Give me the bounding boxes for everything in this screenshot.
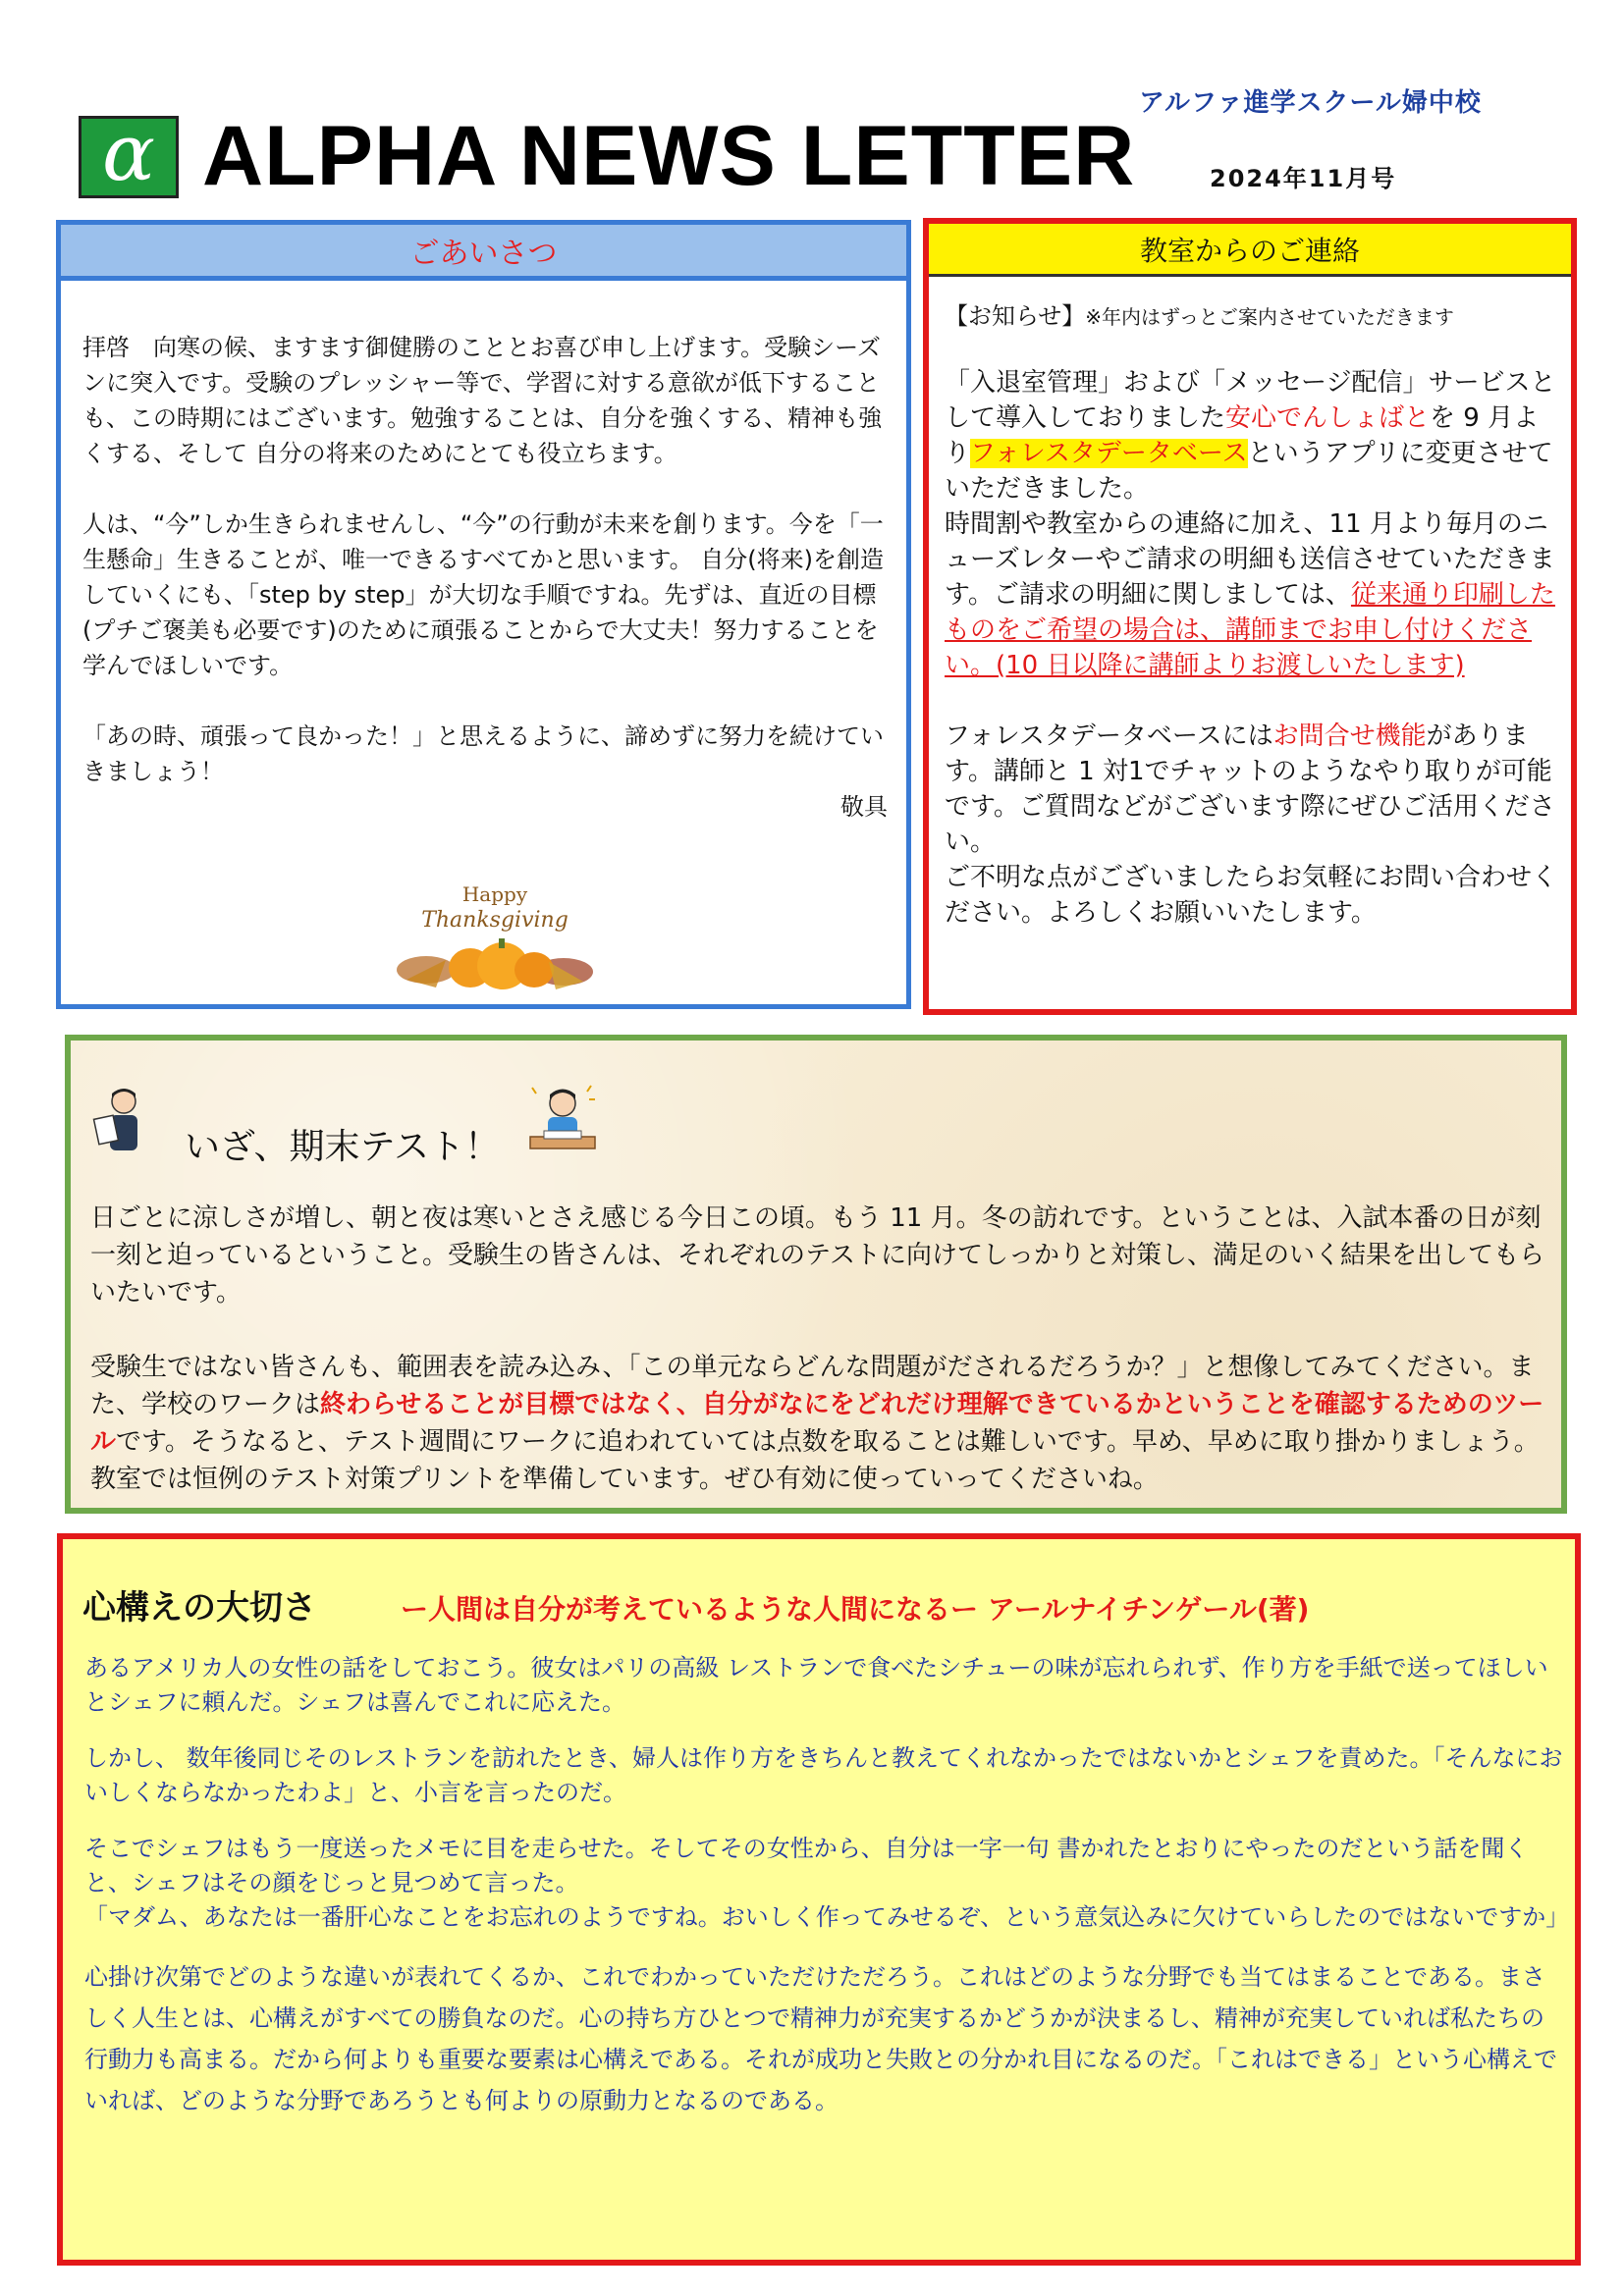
notice-note: ※年内はずっとご案内させていただきます: [1085, 305, 1454, 329]
mindset-title: 心構えの大切さ: [82, 1588, 316, 1628]
alpha-logo: [79, 107, 179, 198]
student-studying-icon: [522, 1080, 603, 1158]
thanks-text-thanksgiving: Thanksgiving: [421, 908, 568, 933]
alpha-logo-glyph: α: [101, 107, 156, 198]
greeting-title: ごあいさつ: [409, 237, 558, 271]
contact-paragraph-1: [945, 365, 1563, 683]
teacher-reading-icon: [90, 1084, 151, 1156]
contact-body: [945, 365, 1563, 931]
exam-body: [90, 1200, 1553, 1498]
exam-p2-text: 受験生ではない皆さんも、範囲表を読み込み、「この単元ならどんな問題がだされるだろうか？」と想像してみてください。また、学校のワークは: [90, 1353, 1535, 1419]
mindset-p3-text: そこでシェフはもう一度送ったメモに目を走らせた。そしてその女性から、自分は一字一句 書かれたとおりにやったのだという話を聞くと、シェフはその顔をじっと見つめて言った。: [84, 1835, 1529, 1896]
masthead-title: ALPHA NEWS LETTER: [202, 109, 1136, 203]
old-app-name: 安心でんしょばと: [1225, 403, 1431, 433]
notice-label: 【お知らせ】: [945, 302, 1086, 330]
exam-paragraph-1: 日ごとに涼しさが増し、朝と夜は寒いとさえ感じる今日この頃。もう 11 月。冬の訪れです。ということは、入試本番の日が刻一刻と迫っているということ。受験生の皆さんは、それぞれのテストに向けてしっかりと対策し、満足のいく結果を出してもらいたいです。: [90, 1203, 1544, 1308]
thanksgiving-pumpkin-illustration: [387, 872, 603, 999]
greeting-paragraph-3: 「あの時、頑張って良かった！」と思えるように、諦めずに努力を続けていきましょう！: [82, 722, 884, 785]
contact-paragraph-2: [945, 719, 1563, 931]
new-app-name: フォレスタデータベース: [970, 439, 1248, 468]
greeting-paragraph-1: 拝啓 向寒の候、ますます御健勝のこととお喜び申し上げます。受験シーズンに突入です。受験のプレッシャー等で、学習に対する意欲が低下することも、この時期にはございます。勉強することは、自分を強くする、精神も強くする、そして 自分の将来のためにとても役立ちます。: [82, 334, 883, 467]
mindset-paragraph-3: [84, 1832, 1570, 1935]
contact-p3-text: フォレスタデータベースには: [945, 721, 1273, 751]
contact-p4-text: ご不明な点がございましたらお気軽にお問い合わせください。よろしくお願いいたします。: [945, 863, 1558, 928]
contact-p1-text-2: を 9 月より: [945, 403, 1540, 468]
school-name: アルファ進学スクール婦中校: [1139, 88, 1482, 118]
print-request-notice: 従来通り印刷したものをご希望の場合は、講師までお申し付けください。(10 日以降に講師よりお渡しいたします): [945, 580, 1555, 680]
contact-header: [929, 224, 1571, 277]
greeting-body: [82, 330, 888, 860]
contact-title: 教室からのご連絡: [1139, 234, 1360, 267]
inquiry-feature: お問合せ機能: [1272, 721, 1427, 751]
exam-paragraph-2: [90, 1349, 1553, 1498]
mindset-p3-quote: 「マダム、あなたは一番肝心なことをお忘れのようですね。おいしく作ってみせるぞ、という意気込みに欠けていらしたのではないですか」: [84, 1903, 1570, 1931]
mindset-subtitle: ー人間は自分が考えているような人間になるー アールナイチンゲール(著): [401, 1593, 1310, 1626]
exam-p2-text-2: です。そうなると、テスト週間にワークに追われていては点数を取ることは難しいです。早め、早めに取り掛かりましょう。教室では恒例のテスト対策プリントを準備しています。ぜひ有効に使っていってくださいね。: [90, 1427, 1540, 1494]
mindset-paragraph-4: 心掛け次第でどのような違いが表れてくるか、これでわかっていただけただろう。これはどのような分野でも当てはまることである。まさしく人生とは、心構えがすべての勝負なのだ。心の持ち方ひとつで精神力が充実するかどうかが決まるし、精神が充実していれば私たちの行動力も高まる。だから何よりも重要な要素は心構えである。それが成功と失敗との分かれ目になるのだ。「これはできる」という心構えでいれば、どのような分野であろうとも何よりの原動力となるのである。: [84, 1963, 1557, 2114]
contact-p1-text: 「入退室管理」および「メッセージ配信」サービスとして導入しておりました: [945, 368, 1556, 433]
mindset-paragraph-2: しかし、 数年後同じそのレストランを訪れたとき、婦人は作り方をきちんと教えてくれなかったではないかとシェフを責めた。「そんなにおいしくならなかったわよ」と、小言を言ったのだ。: [84, 1744, 1563, 1806]
mindset-body: [84, 1651, 1570, 2143]
greeting-paragraph-2: 人は、“今”しか生きられませんし、“今”の行動が未来を創ります。今を「一生懸命」生きることが、唯一できるすべてかと思います。 自分(将来)を創造していくにも、「step by step」が大切な手順ですね。先ずは、直近の目標(プチご褒美も必要です)のために頑張ることからで大丈夫！努力することを学んでほしいです。: [82, 510, 884, 679]
issue-date: 2024年11月号: [1210, 165, 1397, 192]
greeting-closing: 敬具: [840, 793, 888, 821]
greeting-header: [56, 220, 911, 281]
mindset-paragraph-1: あるアメリカ人の女性の話をしておこう。彼女はパリの高級 レストランで食べたシチューの味が忘れられず、作り方を手紙で送ってほしいとシェフに頼んだ。シェフは喜んでこれに応えた。: [84, 1654, 1548, 1716]
exam-emphasis: 終わらせることが目標ではなく、自分がなにをどれだけ理解できているかということを確認するためのツール: [90, 1390, 1544, 1457]
contact-p3-text-2: があります。講師と 1 対1でチャットのようなやり取りが可能です。ご質問などがございます際にぜひご活用ください。: [945, 721, 1555, 857]
thanks-text-happy: Happy: [461, 882, 528, 906]
contact-p2-text: 時間割や教室からの連絡に加え、11 月より毎月のニューズレターやご請求の明細も送信させていただきます。ご請求の明細に関しましては、: [945, 509, 1555, 610]
notice-line: [945, 296, 1454, 331]
exam-title: いざ、期末テスト！: [185, 1127, 501, 1167]
contact-p1-text-3: というアプリに変更させていただきました。: [945, 439, 1553, 504]
